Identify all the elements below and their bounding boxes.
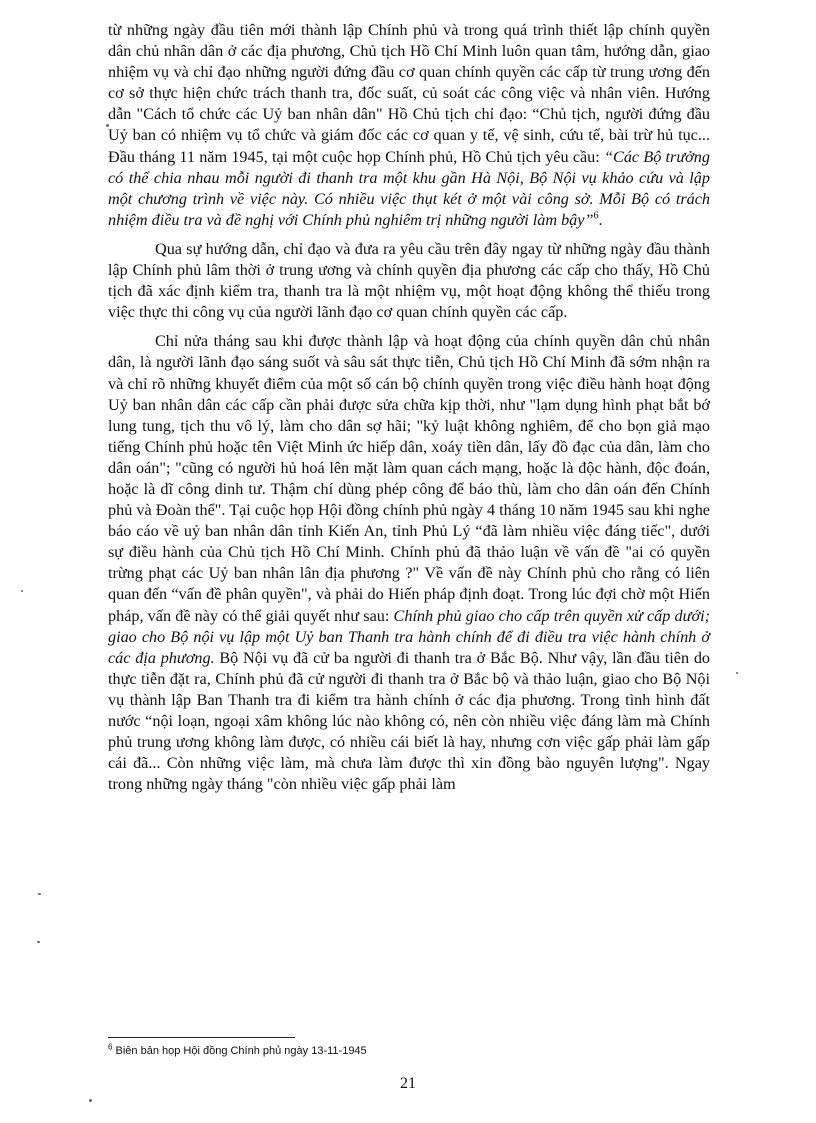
footnote-marker: 6 <box>108 1042 113 1052</box>
footnote <box>108 1044 668 1058</box>
footnote-text: Biên bản họp Hội đồng Chính phủ ngày 13-11-1945 <box>112 1045 367 1057</box>
scan-speck <box>37 941 40 943</box>
page-number: 21 <box>400 1075 416 1092</box>
paragraph-2: Qua sự hướng dẫn, chỉ đạo và đưa ra yêu cầu trên đây ngay từ những ngày đầu thành lập Chính phủ lâm thời ở trung ương và chính quyền địa phương các cấp cho thấy, Hồ Chủ tịch đã xác định kiểm tra, thanh tra là một nhiệm vụ, một hoạt động không thể thiếu trong việc thực thi công vụ của người lãnh đạo cơ quan chính quyền các cấp. <box>108 239 710 322</box>
scan-speck <box>38 893 41 895</box>
paragraph-3-text-b: Bộ Nội vụ đã cử ba người đi thanh tra ở Bắc Bộ. Như vậy, lần đầu tiên do thực tiễn đặt ra, Chính phủ đã cử người đi thanh tra ở Bắc bộ và thảo luận, giao cho Bộ Nội vụ thành lập Ban Thanh tra đi kiểm tra hành chính ở các địa phương. Trong tình hình đất nước “nội loạn, ngoại xâm không lúc nào không có, nên còn nhiều việc đáng làm mà Chính phủ trung ương không làm được, có nhiều cái biết là hay, nhưng cơn việc gấp phải làm gấp cái đã... Còn những việc làm, mà chưa làm được thì xin đồng bào nguyên lượng". Ngay trong những ngày tháng "còn nhiều việc gấp phải làm <box>108 648 711 794</box>
paragraph-1-end: . <box>598 210 603 229</box>
footnote-divider <box>108 1037 295 1038</box>
paragraph-1 <box>108 20 710 231</box>
footnote-reference: 6 <box>593 210 599 222</box>
paragraph-1-text: từ những ngày đầu tiên mới thành lập Chính phủ và trong quá trình thiết lập chính quyền dân chủ nhân dân ở các địa phương, Chủ tịch Hồ Chí Minh luôn quan tâm, hướng dẫn, giao nhiệm vụ và chỉ đạo những người đứng đầu cơ quan chính quyền các cấp từ trung ương đến cơ sở thực hiện chức trách thanh tra, đốc suất, củ soát các công việc và nhân viên. Hướng dẫn "Cách tổ chức các Uỷ ban nhân dân" Hồ Chủ tịch chỉ đạo: “Chủ tịch, người đứng đầu Uỷ ban có nhiệm vụ tổ chức và giám đốc các cơ quan y tế, vệ sinh, cứu tế, bài trừ hủ tục... Đầu tháng 11 năm 1945, tại một cuộc họp Chính phủ, Hồ Chủ tịch yêu cầu: <box>108 21 710 166</box>
scan-speck <box>89 1099 92 1102</box>
paragraph-3-text-a: Chỉ nửa tháng sau khi được thành lập và hoạt động của chính quyền dân chủ nhân dân, là người lãnh đạo sáng suốt và sâu sát thực tiễn, Chủ tịch Hồ Chí Minh đã sớm nhận ra và chỉ rõ những khuyết điểm của một số cán bộ chính quyền trong việc điều hành hoạt động Uỷ ban nhân dân các cấp cần phải được sửa chữa kịp thời, như "lạm dụng hình phạt bắt bớ lung tung, tịch thu vô lý, làm cho dân sợ hãi; "kỷ luật không nghiêm, để cho bọn giả mạo tiếng Chính phủ hoặc tên Việt Minh ức hiếp dân, xoáy tiền dân, lấy đồ đạc của dân, làm cho dân oán"; "cũng có người hủ hoá lên mặt làm quan cách mạng, hoặc là độc hành, độc đoán, hoặc là dĩ công dinh tư. Thậm chí dùng phép công để báo thù, làm cho dân oán đến Chính phủ và Đoàn thể". Tại cuộc họp Hội đồng chính phủ ngày 4 tháng 10 năm 1945 sau khi nghe báo cáo về uỷ ban nhân dân tỉnh Kiến An, tỉnh Phủ Lý “đã làm nhiều việc đáng tiếc", dưới sự điều hành của Chủ tịch Hồ Chí Minh. Chính phủ đã thảo luận về vấn đề "ai có quyền trừng phạt các Uỷ ban nhân lân địa phương ?" Về vấn đề này Chính phủ cho rằng có liên quan đến “vấn đề phân quyền", và phải do Hiến pháp định đoạt. Trong lúc đợi chờ một Hiến pháp, vấn đề này có thể giải quyết như sau: <box>108 332 710 625</box>
paragraph-3 <box>108 331 710 795</box>
scan-speck <box>736 672 738 674</box>
scan-speck <box>106 124 109 127</box>
quote-ministers-inspection: “Các Bộ trưởng có thể chia nhau mỗi người đi thanh tra một khu gần Hà Nội, Bộ Nội vụ khảo cứu và lập một chương trình về việc này. Có nhiều việc thụt két ở một vài công sở. Mỗi Bộ có trách nhiệm điều tra và đề nghị với Chính phủ nghiêm trị những người làm bậy” <box>108 147 710 229</box>
body-text <box>108 20 710 795</box>
quote-government-decision: Chính phủ giao cho cấp trên quyền xử cấp dưới; giao cho Bộ nội vụ lập một Uỷ ban Thanh tra hành chính để đi điều tra việc hành chính ở các địa phương. <box>108 606 710 667</box>
scan-speck <box>21 590 23 592</box>
